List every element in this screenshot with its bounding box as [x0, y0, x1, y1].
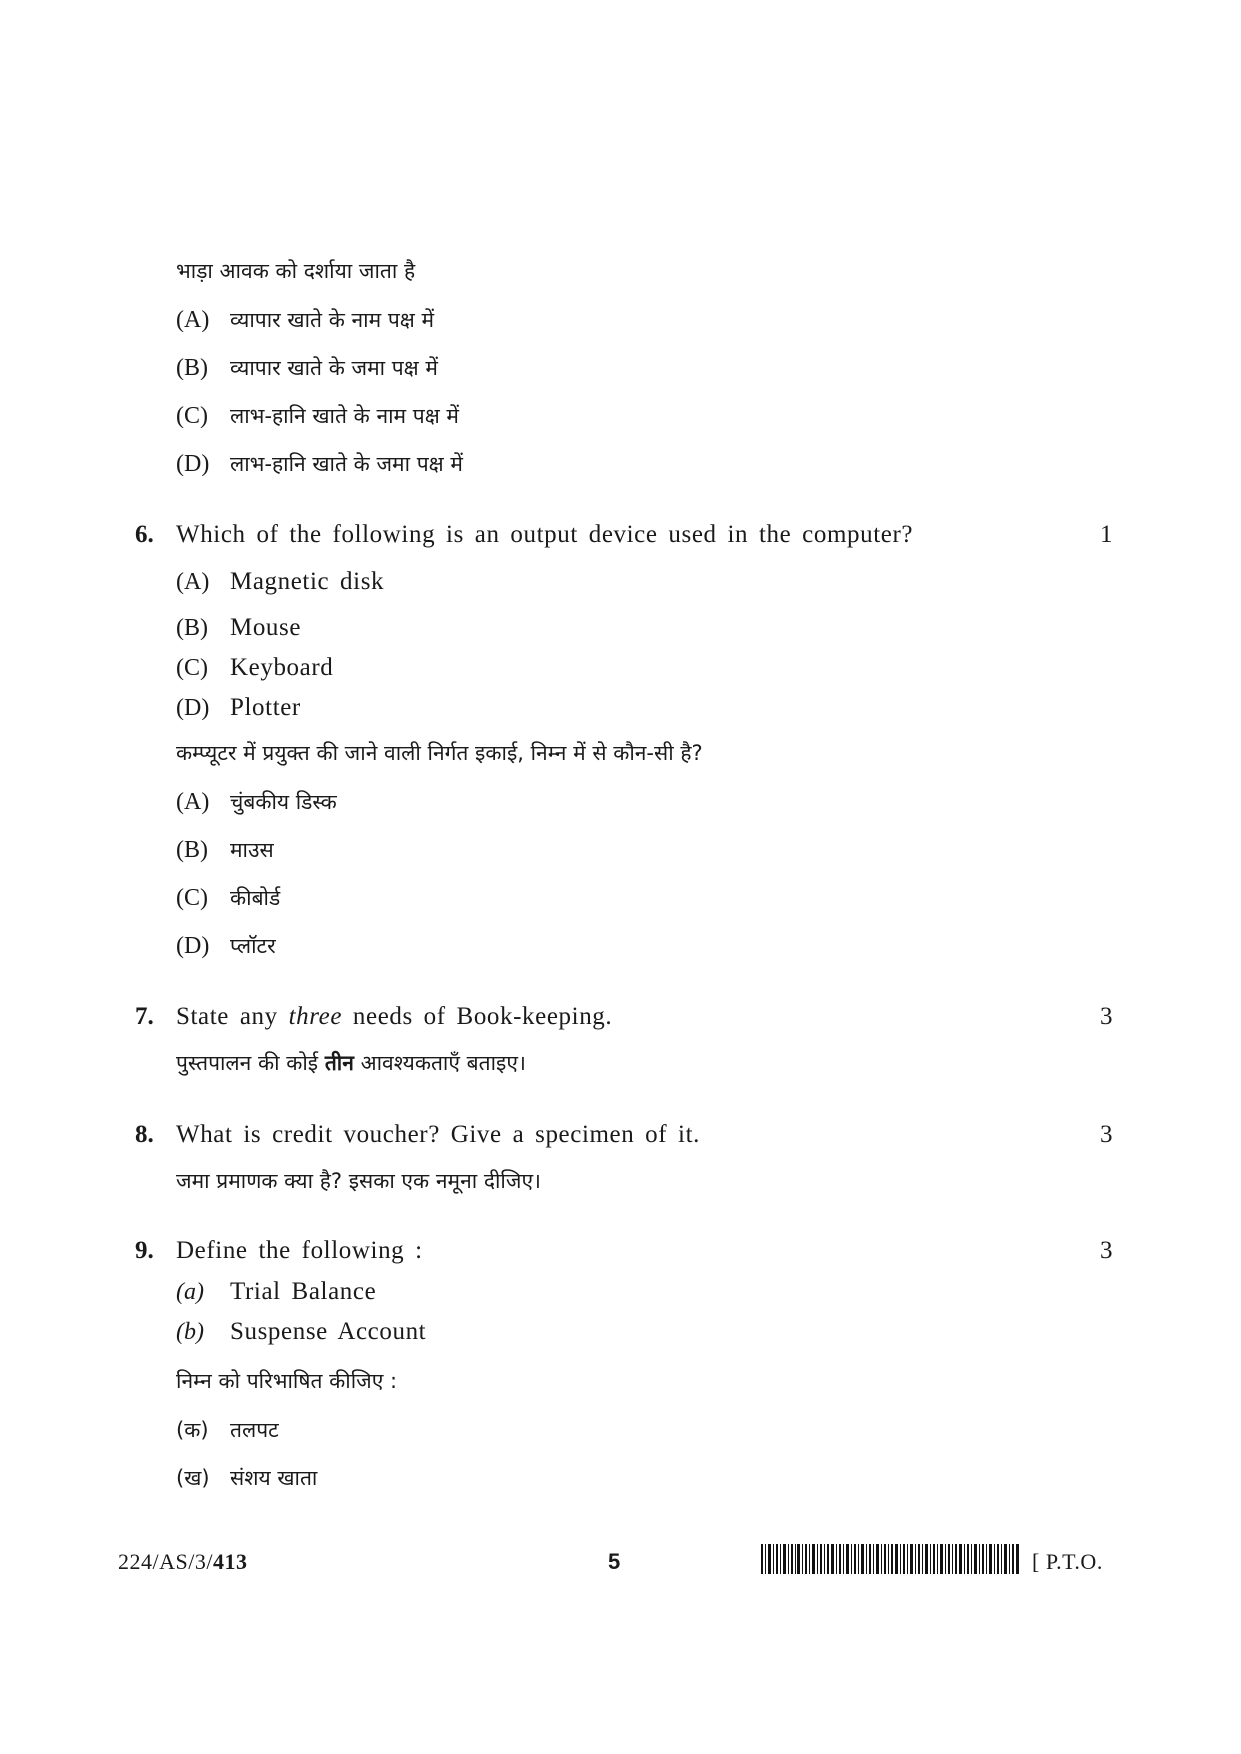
q9-part-b-english: (b) Suspense Account: [176, 1318, 427, 1345]
q5-option-d: (D) लाभ-हानि खाते के जमा पक्ष में: [176, 451, 463, 477]
please-turn-over: [ P.T.O.: [1032, 1549, 1103, 1574]
q6-option-a-hindi: (A) चुंबकीय डिस्क: [176, 789, 337, 815]
barcode-image: [761, 1544, 1019, 1574]
q6-marks: 1: [1100, 521, 1113, 548]
q6-text-hindi: कम्प्यूटर में प्रयुक्त की जाने वाली निर्गत इकाई, निम्न में से कौन-सी है?: [176, 741, 703, 765]
q6-text-english: Which of the following is an output device used in the computer?: [176, 521, 914, 548]
q6-option-d-english: (D) Plotter: [176, 694, 301, 721]
q6-option-a-english: (A) Magnetic disk: [176, 568, 385, 595]
paper-code: 224/AS/3/413: [118, 1549, 248, 1574]
q5-option-c: (C) लाभ-हानि खाते के नाम पक्ष में: [176, 403, 459, 429]
q7-text-hindi: पुस्तपालन की कोई तीन आवश्यकताएँ बताइए।: [176, 1051, 526, 1075]
q9-part-b-hindi: (ख) संशय खाता: [176, 1466, 318, 1490]
q6-option-d-hindi: (D) प्लॉटर: [176, 933, 276, 959]
q7-text-english: State any three needs of Book-keeping.: [176, 1003, 613, 1030]
q8-marks: 3: [1100, 1121, 1113, 1148]
q6-option-c-hindi: (C) कीबोर्ड: [176, 885, 281, 911]
q8-text-english: What is credit voucher? Give a specimen of it.: [176, 1121, 701, 1148]
q9-marks: 3: [1100, 1237, 1113, 1264]
q9-part-a-english: (a) Trial Balance: [176, 1278, 377, 1305]
q5-option-b: (B) व्यापार खाते के जमा पक्ष में: [176, 355, 438, 381]
q9-number: 9.: [135, 1237, 154, 1264]
q5-option-a: (A) व्यापार खाते के नाम पक्ष में: [176, 307, 435, 333]
q6-option-b-hindi: (B) माउस: [176, 837, 274, 863]
q6-option-c-english: (C) Keyboard: [176, 654, 334, 681]
q6-number: 6.: [135, 521, 154, 548]
q9-text-hindi: निम्न को परिभाषित कीजिए :: [176, 1369, 398, 1393]
q7-number: 7.: [135, 1003, 154, 1030]
page-number: 5: [608, 1549, 621, 1574]
q7-marks: 3: [1100, 1003, 1113, 1030]
q8-number: 8.: [135, 1121, 154, 1148]
q8-text-hindi: जमा प्रमाणक क्या है? इसका एक नमूना दीजिए।: [176, 1169, 542, 1193]
q6-option-b-english: (B) Mouse: [176, 614, 302, 641]
q9-part-a-hindi: (क) तलपट: [176, 1418, 279, 1442]
q5-stem-hindi: भाड़ा आवक को दर्शाया जाता है: [176, 259, 416, 283]
q9-text-english: Define the following :: [176, 1237, 423, 1264]
